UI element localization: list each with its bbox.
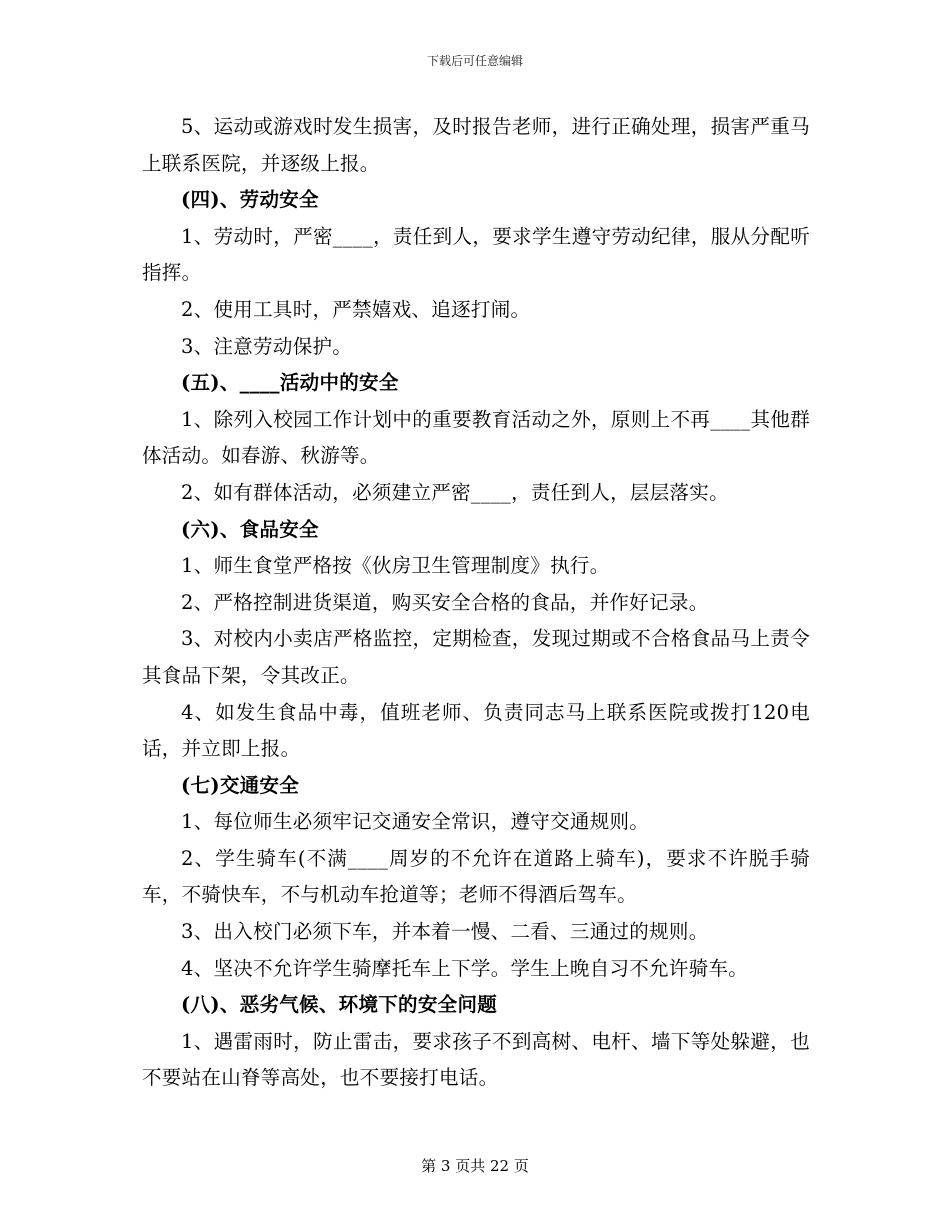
paragraph: 4、如发生食品中毒，值班老师、负责同志马上联系医院或拨打120电话，并立即上报。 (142, 700, 810, 761)
section-heading: (六)、食品安全 (181, 517, 319, 541)
section-heading: (八)、恶劣气候、环境下的安全问题 (181, 993, 498, 1017)
paragraph: 5、运动或游戏时发生损害，及时报告老师，进行正确处理，损害严重马上联系医院，并逐级上报。 (142, 115, 810, 175)
section-heading: (四)、劳动安全 (181, 188, 319, 212)
paragraph: 2、严格控制进货渠道，购买安全合格的食品，并作好记录。 (181, 590, 709, 614)
document-body (142, 109, 810, 1097)
page-header-note: 下载后可任意编辑 (426, 54, 523, 68)
paragraph: 1、遇雷雨时，防止雷击，要求孩子不到高树、电杆、墙下等处躲避，也不要站在山脊等高处，也不要接打电话。 (142, 1029, 810, 1090)
section-heading: (五)、____活动中的安全 (181, 371, 399, 395)
paragraph: 2、使用工具时，严禁嬉戏、追逐打闹。 (181, 297, 531, 321)
paragraph: 1、除列入校园工作计划中的重要教育活动之外，原则上不再____其他群体活动。如春游、秋游等。 (142, 407, 810, 468)
paragraph: 2、如有群体活动，必须建立严密____，责任到人，层层落实。 (181, 480, 729, 504)
paragraph: 1、每位师生必须牢记交通安全常识，遵守交通规则。 (181, 810, 650, 834)
paragraph: 3、注意劳动保护。 (181, 334, 353, 358)
paragraph: 3、对校内小卖店严格监控，定期检查，发现过期或不合格食品马上责令其食品下架，令其改正。 (142, 627, 810, 687)
page-number: 第 3 页共 22 页 (421, 1157, 529, 1175)
paragraph: 4、坚决不允许学生骑摩托车上下学。学生上晚自习不允许骑车。 (181, 956, 749, 980)
section-heading: (七)交通安全 (181, 773, 300, 797)
paragraph: 2、学生骑车(不满____周岁的不允许在道路上骑车)，要求不许脱手骑车，不骑快车，不与机动车抢道等；老师不得酒后驾车。 (142, 846, 810, 907)
paragraph: 1、师生食堂严格按《伙房卫生管理制度》执行。 (181, 554, 610, 578)
paragraph: 1、劳动时，严密____，责任到人，要求学生遵守劳动纪律，服从分配听指挥。 (142, 224, 810, 285)
paragraph: 3、出入校门必须下车，并本着一慢、二看、三通过的规则。 (181, 920, 709, 944)
